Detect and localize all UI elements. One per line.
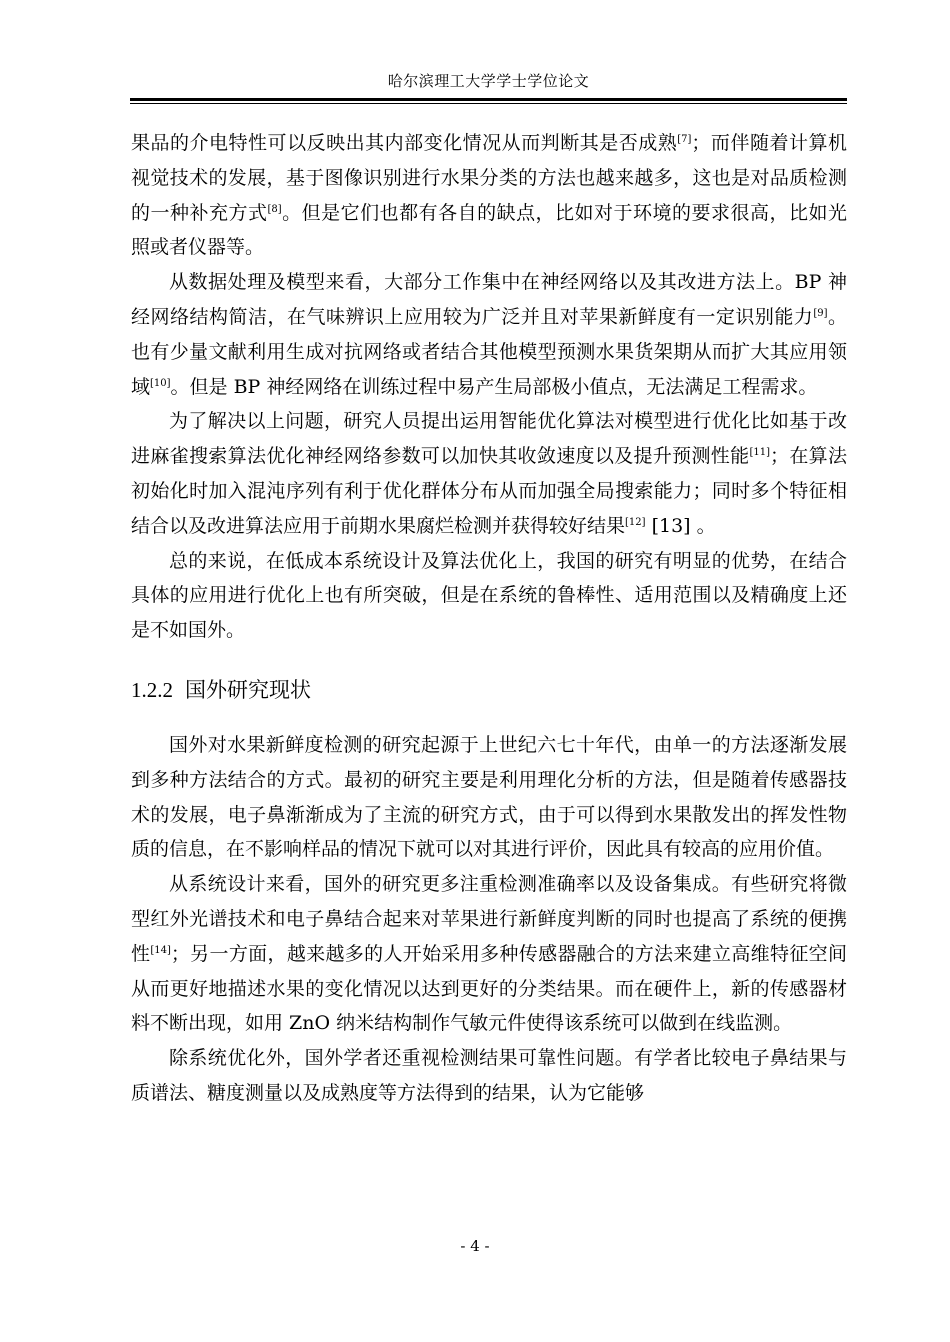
paragraph-text: 除系统优化外，国外学者还重视检测结果可靠性问题。有学者比较电子鼻结果与质谱法、糖度测量以及成熟度等方法得到的结果，认为它能够 [131,1047,847,1104]
body-paragraph [131,867,847,1041]
body-paragraph [131,728,847,867]
running-header: 哈尔滨理工大学学士学位论文 [387,72,590,90]
body-paragraph [131,265,847,404]
section-heading [131,673,847,707]
body-paragraph [131,126,847,265]
paragraph-text: 。但是它们也都有各自的缺点，比如对于环境的要求很高，比如光照或者仪器等。 [131,201,847,259]
header-rule-thin [130,103,847,104]
body-paragraph [131,544,847,648]
citation-superscript: [14] [150,944,171,956]
paragraph-text: [13] 。 [645,514,716,537]
paragraph-text: 从系统设计来看，国外的研究更多注重检测准确率以及设备集成。有些研究将微型红外光谱技术和电子鼻结合起来对苹果进行新鲜度判断的同时也提高了系统的便携性 [131,873,847,965]
paragraph-group-foreign [131,728,847,1111]
paragraph-group-domestic [131,126,847,648]
paragraph-text: 从数据处理及模型来看，大部分工作集中在神经网络以及其改进方法上。BP 神经网络结构简洁，在气味辨识上应用较为广泛并且对苹果新鲜度有一定识别能力 [131,271,847,328]
citation-superscript: [9] [813,307,828,319]
citation-superscript: [7] [677,134,692,145]
page-body [131,126,847,1111]
paragraph-text: 总的来说，在低成本系统设计及算法优化上，我国的研究有明显的优势，在结合具体的应用进行优化上也有所突破，但是在系统的鲁棒性、适用范围以及精确度上还是不如国外。 [131,549,847,642]
citation-superscript: [11] [749,447,770,459]
paragraph-text: 。但是 BP 神经网络在训练过程中易产生局部极小值点，无法满足工程需求。 [170,375,818,398]
citation-superscript: [12] [625,516,646,528]
section-number: 1.2.2 [131,677,173,702]
paragraph-text: ；另一方面，越来越多的人开始采用多种传感器融合的方法来建立高维特征空间从而更好地描述水果的变化情况以达到更好的分类结果。而在硬件上，新的传感器材料不断出现，如用 ZnO 纳米结构制作气敏元件使得该系统可以做到在线监测。 [131,942,847,1035]
paragraph-text: 国外对水果新鲜度检测的研究起源于上世纪六七十年代，由单一的方法逐渐发展到多种方法结合的方式。最初的研究主要是利用理化分析的方法，但是随着传感器技术的发展，电子鼻渐渐成为了主流的研究方式，由于可以得到水果散发出的挥发性物质的信息，在不影响样品的情况下就可以对其进行评价，因此具有较高的应用价值。 [131,733,847,861]
paragraph-text: ；在算法初始化时加入混沌序列有利于优化群体分布从而加强全局搜索能力；同时多个特征相结合以及改进算法应用于前期水果腐烂检测并获得较好结果 [131,445,847,537]
citation-superscript: [8] [267,203,282,215]
paragraph-text: 果品的介电特性可以反映出其内部变化情况从而判断其是否成熟 [131,132,678,154]
body-paragraph [131,1041,847,1111]
citation-superscript: [10] [150,377,171,389]
body-paragraph [131,404,847,543]
paragraph-text: 。也有少量文献利用生成对抗网络或者结合其他模型预测水果货架期从而扩大其应用领域 [131,305,847,398]
paragraph-text: ；而伴随着计算机视觉技术的发展，基于图像识别进行水果分类的方法也越来越多，这也是对品质检测的一种补充方式 [131,132,847,224]
header-rule-thick [130,98,847,101]
page-number: - 4 - [460,1237,490,1255]
section-title: 国外研究现状 [185,677,311,702]
paragraph-text: 为了解决以上问题，研究人员提出运用智能优化算法对模型进行优化比如基于改进麻雀搜索算法优化神经网络参数可以加快其收敛速度以及提升预测性能 [131,410,847,468]
